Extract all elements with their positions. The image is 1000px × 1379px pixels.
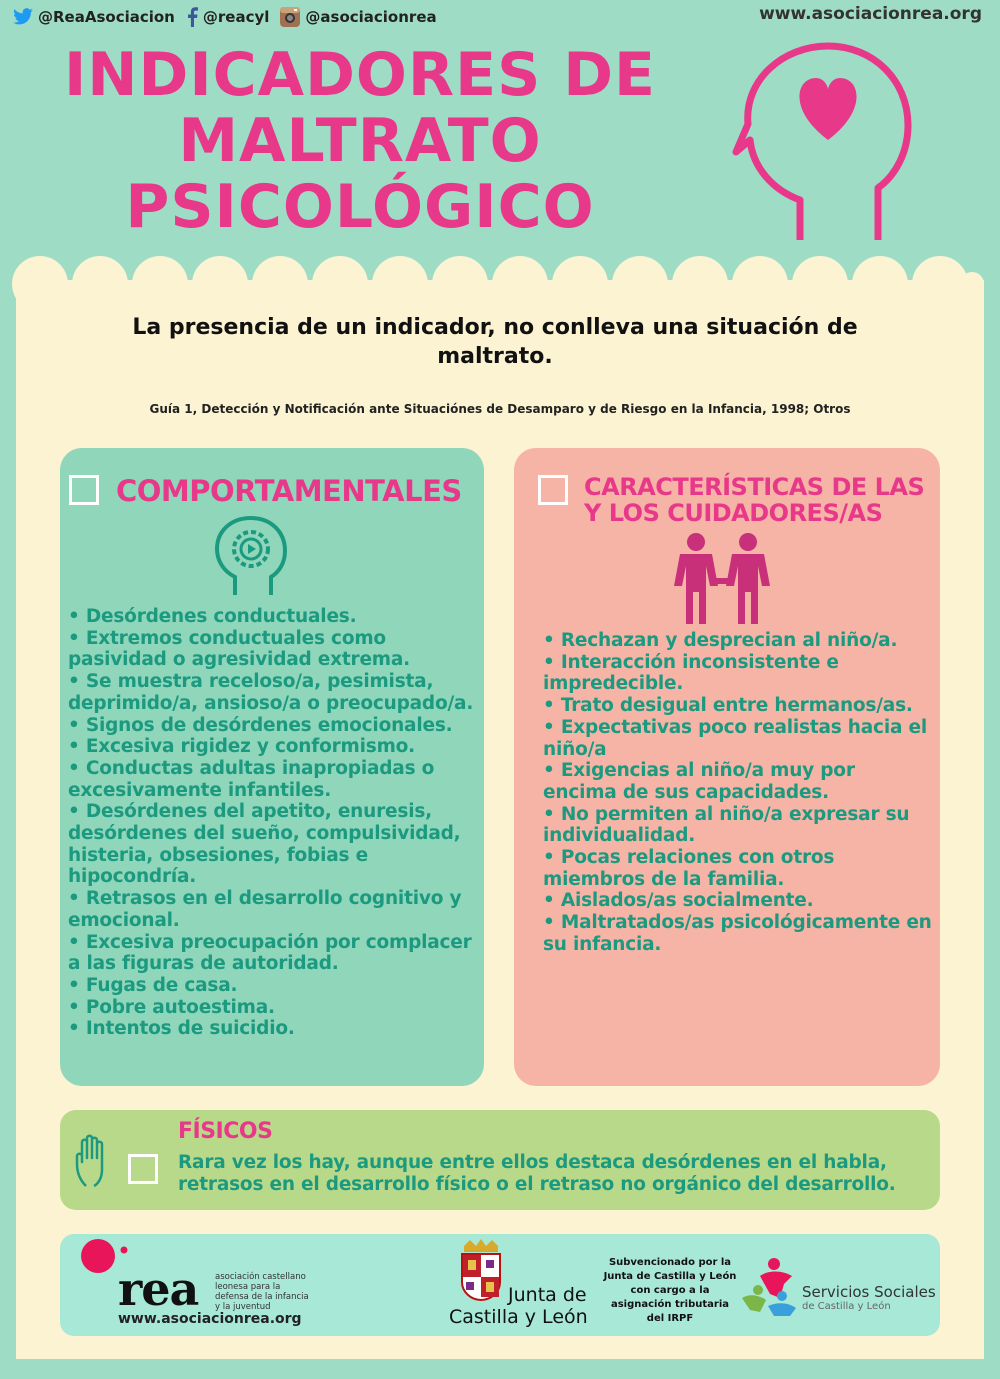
caregivers-heading: CARACTERÍSTICAS DE LAS Y LOS CUIDADORES/AS <box>584 473 925 527</box>
list-item: • Exigencias al niño/a muy por encima de sus capacidades. <box>543 760 855 803</box>
junta-name-line1: Junta de <box>508 1284 587 1306</box>
parents-icon <box>670 532 774 626</box>
rea-logo: rea <box>118 1262 199 1316</box>
source-citation: Guía 1, Detección y Notificación ante Situaciónes de Desamparo y de Riesgo en la Infancia, 1998; Otros <box>149 402 851 416</box>
list-item: • Maltratados/as psicológicamente en su infancia. <box>543 912 932 955</box>
list-item: • Interacción inconsistente e impredecible. <box>543 651 839 695</box>
facebook-handle-text: @reacyl <box>202 8 270 26</box>
list-item: • Fugas de casa. <box>68 974 238 996</box>
social-services-name: Servicios Sociales <box>802 1283 936 1301</box>
list-item: • Pobre autoestima. <box>68 996 275 1018</box>
list-item: • Desórdenes del apetito, enuresis, desórdenes del sueño, compulsividad, histeria, obsesiones, fobias e hipocondría. <box>68 801 461 888</box>
physical-checkbox[interactable] <box>128 1154 158 1184</box>
list-item: • Extremos conductuales como pasividad o agresividad extrema. <box>68 627 410 671</box>
list-item: • Expectativas poco realistas hacia el niño/a <box>543 716 927 760</box>
rea-website[interactable]: www.asociacionrea.org <box>118 1311 302 1327</box>
title-line-3: PSICOLÓGICO <box>125 172 595 242</box>
head-heart-icon <box>728 40 918 250</box>
facebook-handle[interactable] <box>185 7 270 27</box>
list-item: • Retrasos en el desarrollo cognitivo y emocional. <box>68 888 462 931</box>
list-item: • Se muestra receloso/a, pesimista, deprimido/a, ansioso/a o preocupado/a. <box>68 671 474 714</box>
head-gear-icon <box>213 515 289 599</box>
title-line-1: INDICADORES DE <box>63 40 657 110</box>
twitter-icon <box>12 8 34 26</box>
list-item: • Excesiva preocupación por complacer a las figuras de autoridad. <box>68 931 472 975</box>
junta-coat-of-arms-icon <box>458 1238 504 1302</box>
instagram-handle[interactable] <box>279 6 436 28</box>
list-item: • Signos de desórdenes emocionales. <box>68 714 453 736</box>
caregivers-checkbox[interactable] <box>538 475 568 505</box>
page-title <box>60 42 660 240</box>
scallop-border <box>0 238 1000 298</box>
list-item: • Intentos de suicidio. <box>68 1018 295 1040</box>
behavioral-checkbox[interactable] <box>69 475 99 505</box>
list-item: • Conductas adultas inapropiadas o excesivamente infantiles. <box>68 757 435 801</box>
behavioral-list <box>68 606 480 1040</box>
list-item: • Pocas relaciones con otros miembros de la familia. <box>543 847 835 890</box>
hand-icon <box>74 1132 118 1188</box>
list-item: • Excesiva rigidez y conformismo. <box>68 736 416 758</box>
list-item: • Aislados/as socialmente. <box>543 890 814 912</box>
social-services-logo-icon <box>738 1254 802 1318</box>
subsidy-note: Subvencionado por la Junta de Castilla y León con cargo a la asignación tributaria del IRPF <box>603 1257 737 1324</box>
physical-heading: FÍSICOS <box>178 1119 273 1144</box>
social-bar <box>12 6 437 28</box>
list-item: • Desórdenes conductuales. <box>68 606 357 627</box>
list-item: • Trato desigual entre hermanos/as. <box>543 695 913 717</box>
list-item: • Rechazan y desprecian al niño/a. <box>543 630 898 651</box>
caregivers-list <box>543 630 933 956</box>
intro-statement: La presencia de un indicador, no conlleva una situación de maltrato. <box>132 315 858 369</box>
junta-name-line2: Castilla y León <box>449 1306 588 1328</box>
instagram-icon <box>279 6 301 28</box>
behavioral-heading: COMPORTAMENTALES <box>116 474 462 508</box>
twitter-handle[interactable] <box>12 8 175 26</box>
facebook-icon <box>185 7 199 27</box>
website-link-top[interactable]: www.asociacionrea.org <box>759 4 982 24</box>
instagram-handle-text: @asociacionrea <box>305 8 437 26</box>
list-item: • No permiten al niño/a expresar su individualidad. <box>543 803 910 847</box>
social-services-region: de Castilla y León <box>802 1301 891 1312</box>
twitter-handle-text: @ReaAsociacion <box>38 8 175 26</box>
physical-text: Rara vez los hay, aunque entre ellos destaca desórdenes en el habla, retrasos en el desarrollo físico o el retraso no orgánico del desarrollo. <box>178 1152 896 1195</box>
title-line-2: MALTRATO <box>178 106 542 176</box>
rea-description: asociación castellano leonesa para la defensa de la infancia y la juventud <box>215 1272 309 1312</box>
